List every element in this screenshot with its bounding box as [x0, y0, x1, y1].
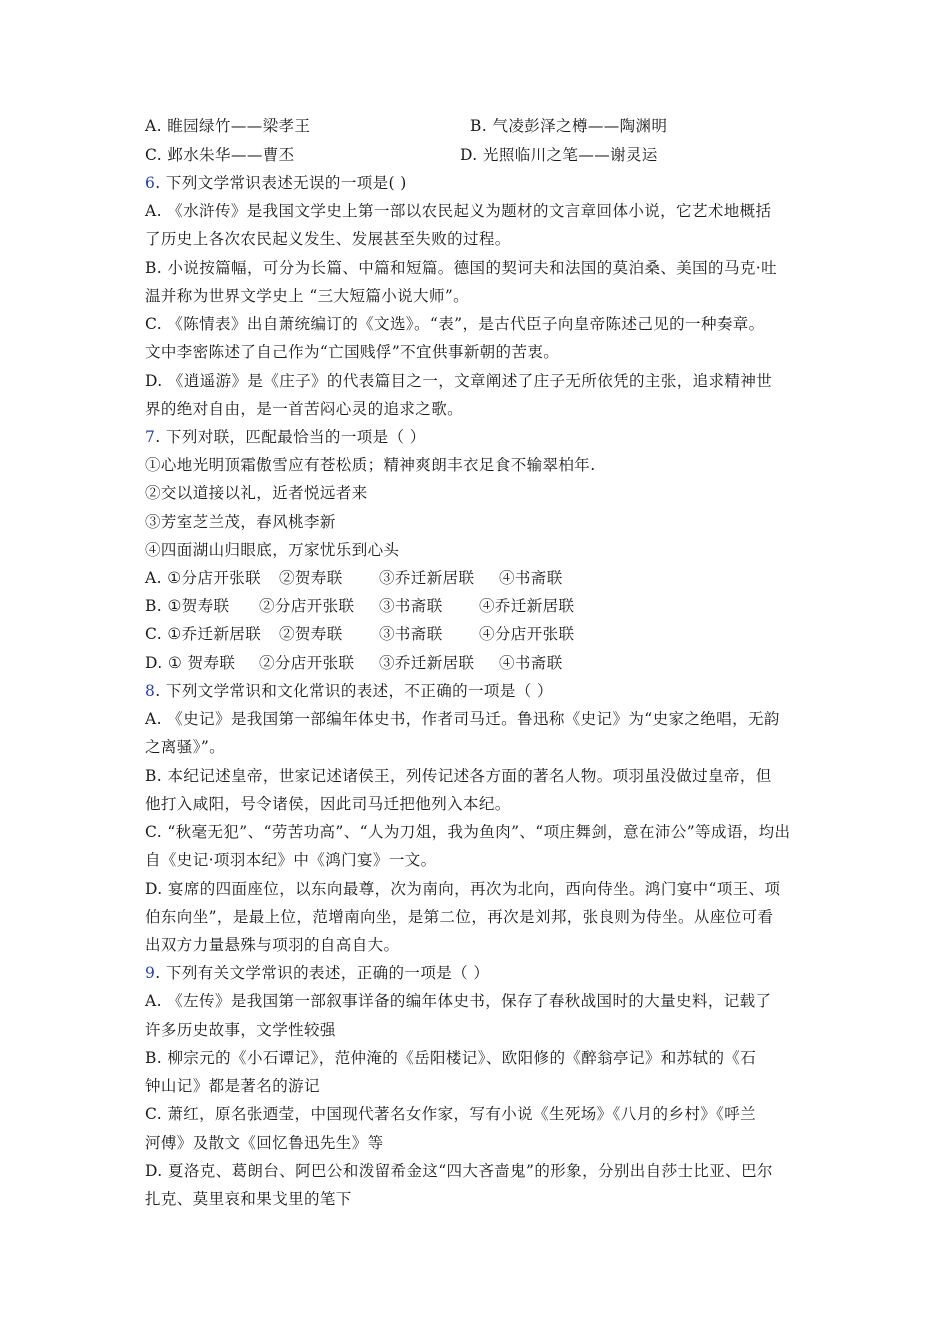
q7-option-a-part4: ④书斋联: [499, 569, 563, 587]
q6-option-c-line2: 文中李密陈述了自己作为“亡国贱俘”不宜供事新朝的苦衷。: [145, 343, 560, 361]
q6-option-b-line2: 温并称为世界文学史上 “三大短篇小说大师”。: [145, 287, 470, 305]
q5-option-b: B. 气凌彭泽之樽——陶渊明: [470, 117, 668, 135]
q5-option-d: D. 光照临川之笔——谢灵运: [460, 146, 658, 164]
q6-number: 6: [145, 174, 156, 192]
q6-option-d-line2: 界的绝对自由，是一首苦闷心灵的追求之歌。: [145, 400, 464, 418]
q7-option-c-part1: C. ①乔迁新居联: [145, 625, 262, 643]
q9-stem-text: . 下列有关文学常识的表述，正确的一项是（ ）: [155, 964, 490, 982]
q7-couplet-3: ③芳室芝兰茂，春风桃李新: [145, 513, 336, 531]
q8-stem-text: . 下列文学常识和文化常识的表述，不正确的一项是（ ）: [155, 682, 553, 700]
q9-option-b-line1: B. 柳宗元的《小石谭记》，范仲淹的《岳阳楼记》、欧阳修的《醉翁亭记》和苏轼的《石: [145, 1049, 757, 1067]
q7-option-b-part3: ③书斋联: [379, 597, 443, 615]
q9-stem: [145, 959, 489, 987]
q7-option-b-part4: ④乔迁新居联: [479, 597, 575, 615]
q7-couplet-1: ①心地光明顶霜傲雪应有苍松质；精神爽朗丰衣足食不输翠柏年.: [145, 456, 596, 474]
q7-couplet-2: ②交以道接以礼，近者悦远者来: [145, 484, 368, 502]
q5-option-c: C. 邺水朱华——曹丕: [145, 146, 295, 164]
q8-number: 8: [145, 682, 156, 700]
q8-option-a-line1: A. 《史记》是我国第一部编年体史书，作者司马迁。鲁迅称《史记》为“史家之绝唱，无韵: [145, 710, 780, 728]
q7-stem: [145, 423, 426, 451]
q7-option-a-part2: ②贺寿联: [279, 569, 343, 587]
q7-couplet-4: ④四面湖山归眼底，万家忧乐到心头: [145, 541, 400, 559]
q7-option-c-part2: ②贺寿联: [279, 625, 343, 643]
q8-option-d-line2: 伯东向坐”，是最上位，范增南向坐，是第二位，再次是刘邦，张良则为侍坐。从座位可看: [145, 908, 774, 926]
q5-option-a: A. 睢园绿竹——梁孝王: [145, 117, 311, 135]
q9-option-c-line2: 河傅》及散文《回忆鲁迅先生》等: [145, 1134, 384, 1152]
q7-option-c-part4: ④分店开张联: [479, 625, 575, 643]
q7-option-b-part2: ②分店开张联: [259, 597, 355, 615]
q8-stem: [145, 677, 553, 705]
q6-option-d-line1: D. 《逍遥游》是《庄子》的代表篇目之一，文章阐述了庄子无所依凭的主张，追求精神世: [145, 372, 773, 390]
q7-option-c-part3: ③书斋联: [379, 625, 443, 643]
q6-option-b-line1: B. 小说按篇幅，可分为长篇、中篇和短篇。德国的契诃夫和法国的莫泊桑、美国的马克·吐: [145, 259, 777, 277]
q6-option-a-line2: 了历史上各次农民起义发生、发展甚至失败的过程。: [145, 230, 511, 248]
q8-option-b-line2: 他打入咸阳，号令诸侯，因此司马迁把他列入本纪。: [145, 795, 511, 813]
q9-option-b-line2: 钟山记》都是著名的游记: [145, 1077, 320, 1095]
q8-option-c-line2: 自《史记·项羽本纪》中《鸿门宴》一文。: [145, 851, 437, 869]
q9-number: 9: [145, 964, 156, 982]
q8-option-b-line1: B. 本纪记述皇帝，世家记述诸侯王，列传记述各方面的著名人物。项羽虽没做过皇帝，但: [145, 767, 772, 785]
q7-option-a-part3: ③乔迁新居联: [379, 569, 475, 587]
q8-option-d-line1: D. 宴席的四面座位，以东向最尊，次为南向，再次为北向，西向侍坐。鸿门宴中“项王、项: [145, 880, 781, 898]
q6-option-a-line1: A. 《水浒传》是我国文学史上第一部以农民起义为题材的文言章回体小说，它艺术地概括: [145, 202, 772, 220]
q9-option-a-line1: A. 《左传》是我国第一部叙事详备的编年体史书，保存了春秋战国时的大量史料，记载了: [145, 992, 772, 1010]
q7-option-d-part4: ④书斋联: [499, 654, 563, 672]
q9-option-d-line2: 扎克、莫里哀和果戈里的笔下: [145, 1190, 352, 1208]
q7-option-d-part3: ③乔迁新居联: [379, 654, 475, 672]
q9-option-a-line2: 许多历史故事，文学性较强: [145, 1021, 336, 1039]
q6-option-c-line1: C. 《陈情表》出自萧统编订的《文选》。“表”，是古代臣子向皇帝陈述己见的一种奏章。: [145, 315, 765, 333]
q7-option-a-part1: A. ①分店开张联: [145, 569, 262, 587]
q8-option-c-line1: C. “秋毫无犯”、“劳苦功高”、“人为刀俎，我为鱼肉”、“项庄舞剑，意在沛公”等成语，均出: [145, 823, 791, 841]
q7-option-d-part1: D. ① 贺寿联: [145, 654, 236, 672]
q7-option-b-part1: B. ①贺寿联: [145, 597, 230, 615]
q7-number: 7: [145, 428, 156, 446]
q7-option-d-part2: ②分店开张联: [259, 654, 355, 672]
q7-stem-text: . 下列对联，匹配最恰当的一项是（ ）: [155, 428, 426, 446]
q6-stem: [145, 169, 407, 197]
q9-option-c-line1: C. 萧红，原名张迺莹，中国现代著名女作家，写有小说《生死场》《八月的乡村》《呼兰: [145, 1105, 757, 1123]
q8-option-a-line2: 之离骚》”。: [145, 738, 226, 756]
q6-stem-text: . 下列文学常识表述无误的一项是( ): [155, 174, 407, 192]
q8-option-d-line3: 出双方力量悬殊与项羽的自高自大。: [145, 936, 400, 954]
q9-option-d-line1: D. 夏洛克、葛朗台、阿巴公和泼留希金这“四大吝啬鬼”的形象，分别出自莎士比亚、巴尔: [145, 1162, 773, 1180]
